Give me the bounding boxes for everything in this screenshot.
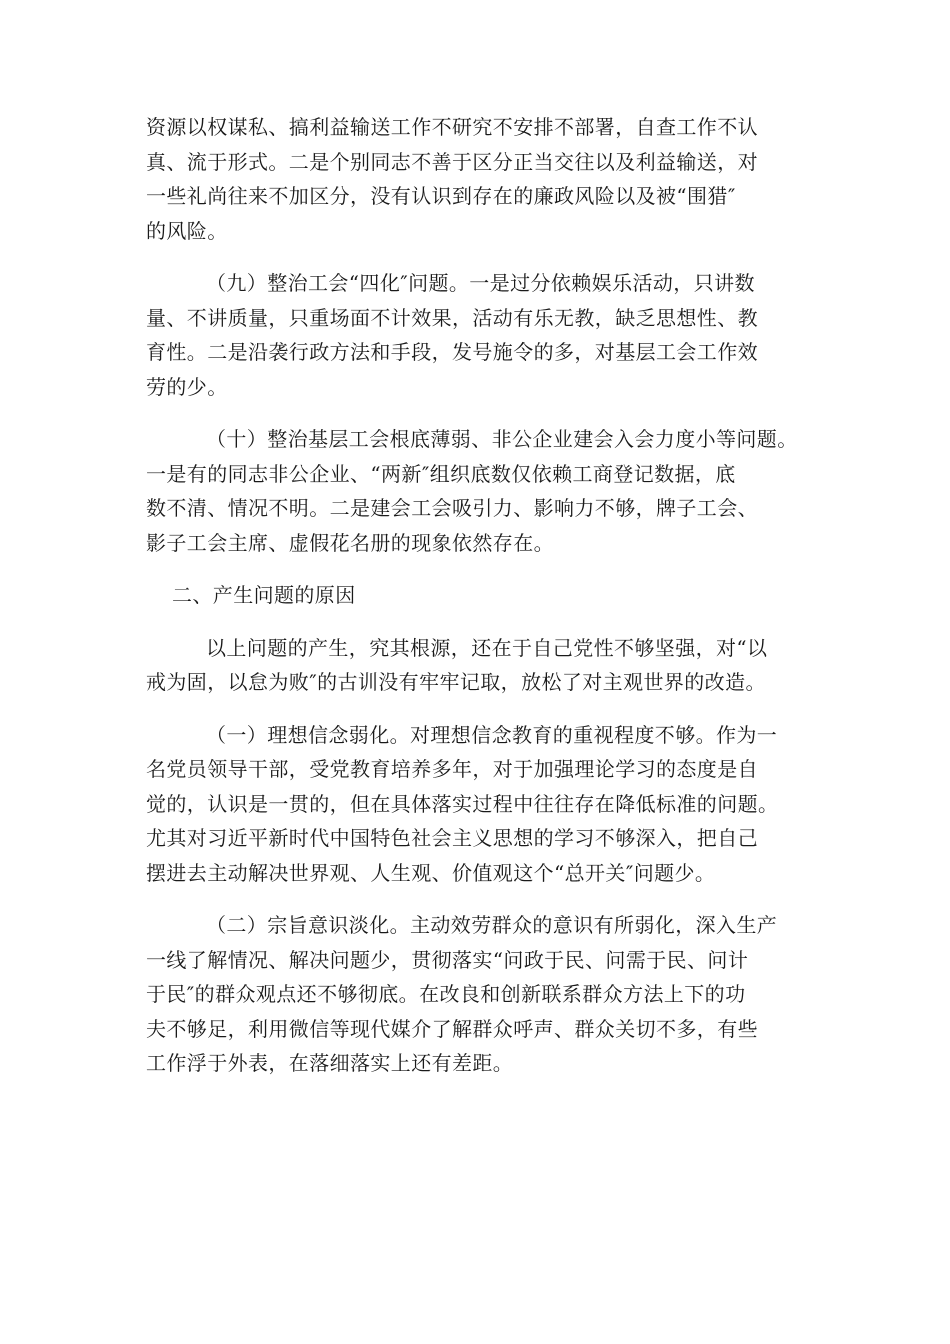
text-line: 育性。二是沿袭行政方法和手段，发号施令的多，对基层工会工作效: [146, 340, 758, 364]
text-line: 一是有的同志非公企业、“两新″组织底数仅依赖工商登记数据，底: [146, 461, 736, 486]
text-line: 夫不够足，利用微信等现代媒介了解群众呼声、群众关切不多，有些: [146, 1016, 758, 1041]
text-line: 一线了解情况、解决问题少，贯彻落实“问政于民、问需于民、问计: [146, 947, 749, 972]
section-heading: [146, 578, 821, 613]
paragraph-item-10: [146, 422, 821, 560]
text-line: 数不清、情况不明。二是建会工会吸引力、影响力不够，牌子工会、: [146, 496, 758, 520]
paragraph-continuation: [146, 110, 821, 248]
text-line: 摆进去主动解决世界观、人生观、价值观这个“总开关″问题少。: [146, 860, 716, 885]
text-line: 真、流于形式。二是个别同志不善于区分正当交往以及利益输送，对: [146, 149, 758, 174]
paragraph-reason-1: [146, 718, 821, 891]
text-line: 工作浮于外表，在落细落实上还有差距。: [146, 1051, 514, 1075]
heading-text: 二、产生问题的原因: [172, 583, 356, 607]
text-line: 于民″的群众观点还不够彻底。在改良和创新联系群众方法上下的功: [146, 982, 746, 1006]
paragraph-intro: [146, 631, 821, 700]
text-line: 以上问题的产生，究其根源，还在于自己党性不够坚强，对“以: [206, 635, 768, 660]
paragraph-reason-2: [146, 908, 821, 1081]
text-line: 觉的，认识是一贯的，但在具体落实过程中往往存在降低标准的问题。: [146, 791, 779, 816]
text-line: 一些礼尚往来不加区分，没有认识到存在的廉政风险以及被“围猎″: [146, 184, 736, 208]
text-line: 影子工会主席、虚假花名册的现象依然存在。: [146, 530, 554, 555]
text-line: 劳的少。: [146, 374, 228, 399]
text-line: 的风险。: [146, 218, 228, 243]
text-line: 尤其对习近平新时代中国特色社会主义思想的学习不够深入，把自己: [146, 826, 758, 850]
text-line: 量、不讲质量，只重场面不计效果，活动有乐无教，缺乏思想性、教: [146, 305, 758, 330]
text-line: （一）理想信念弱化。对理想信念教育的重视程度不够。作为一: [206, 722, 778, 747]
paragraph-item-9: [146, 266, 821, 404]
text-line: （九）整治工会“四化″问题。一是过分依赖娱乐活动，只讲数: [206, 271, 755, 295]
text-line: 名党员领导干部，受党教育培养多年，对于加强理论学习的态度是自: [146, 757, 758, 781]
text-line: 资源以权谋私、搞利益输送工作不研究不安排不部署，自查工作不认: [146, 115, 758, 139]
text-line: （十）整治基层工会根底薄弱、非公企业建会入会力度小等问题。: [206, 427, 798, 451]
document-body: [146, 110, 821, 1081]
text-line: （二）宗旨意识淡化。主动效劳群众的意识有所弱化，深入生产: [206, 913, 778, 937]
text-line: 戒为固，以怠为败″的古训没有牢牢记取，放松了对主观世界的改造。: [146, 670, 766, 694]
